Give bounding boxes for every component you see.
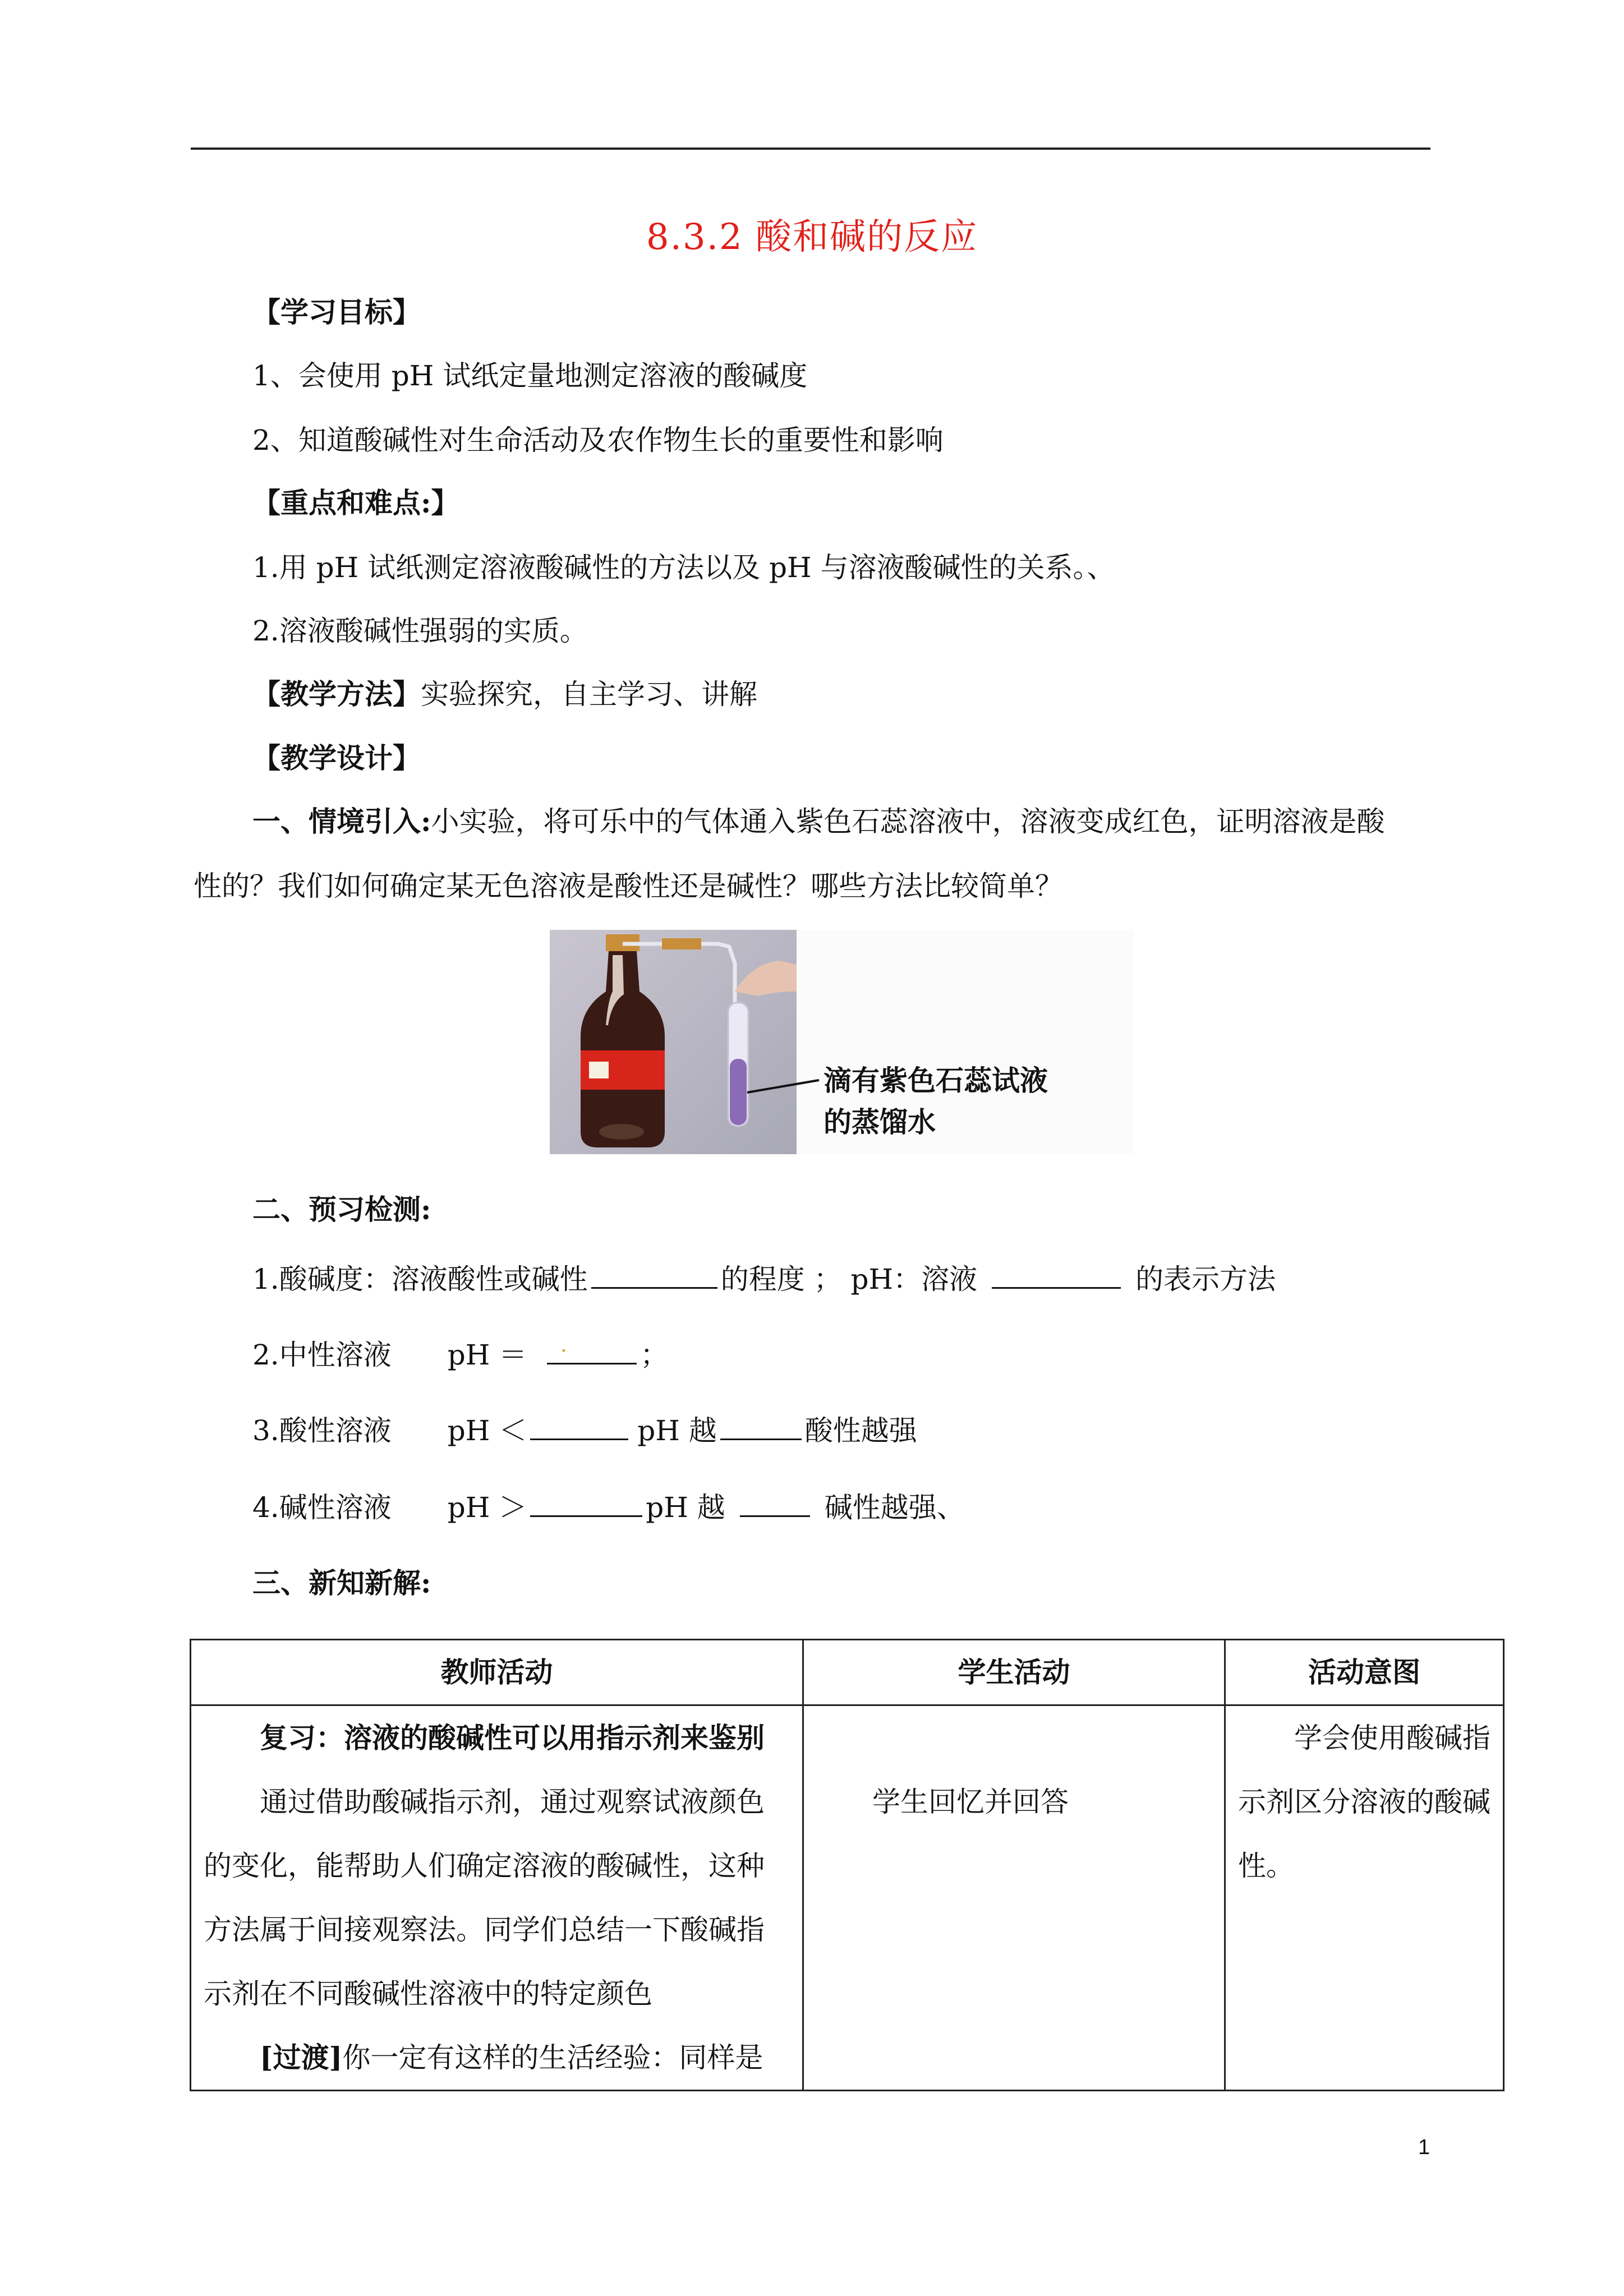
key-point-1: 1.用 pH 试纸测定溶液酸碱性的方法以及 pH 与溶液酸碱性的关系。、: [252, 551, 1115, 584]
key-points-heading: 【重点和难点:】: [252, 486, 459, 519]
preview-heading: 二、预习检测:: [252, 1193, 431, 1226]
q4-blank-2[interactable]: [740, 1487, 810, 1517]
goals-heading: 【学习目标】: [252, 296, 421, 329]
q4-text-c: pH 越: [646, 1491, 725, 1524]
preview-question-1: [252, 1259, 1276, 1299]
activity-intent-text: 学会使用酸碱指示剂区分溶液的酸碱性。: [1238, 1722, 1490, 1882]
activity-table: [190, 1639, 1505, 2091]
pointer-line: [747, 1080, 819, 1092]
q3-blank-1[interactable]: [530, 1410, 628, 1440]
transition-text: 你一定有这样的生活经验：同样是: [342, 2041, 763, 2074]
q1-text-c: 的表示方法: [1135, 1263, 1276, 1295]
q1-text-a: 1.酸碱度：溶液酸性或碱性: [252, 1263, 588, 1295]
header-activity-intent: 活动意图: [1225, 1640, 1504, 1705]
q2-blank[interactable]: [547, 1335, 637, 1364]
page-title: 8.3.2 酸和碱的反应: [646, 216, 978, 258]
q3-text-c: pH 越: [637, 1414, 717, 1447]
table-row: [191, 1705, 1504, 2091]
q4-text-a: 4.碱性溶液: [252, 1491, 392, 1524]
q3-text-b: pH ＜: [447, 1414, 527, 1447]
q2-mark: .: [560, 1334, 567, 1357]
q3-text-d: 酸性越强: [804, 1414, 917, 1447]
q4-blank-1[interactable]: [530, 1487, 642, 1517]
q2-text-c: ；: [640, 1339, 669, 1371]
activity-intent-cell: [1225, 1705, 1504, 2091]
teacher-activity-cell: [191, 1705, 803, 2091]
intro-text-1: 小实验，将可乐中的气体通入紫色石蕊溶液中，溶液变成红色，证明溶液是酸: [431, 805, 1385, 838]
preview-question-4: [252, 1487, 965, 1527]
q2-text-a: 2.中性溶液: [252, 1339, 392, 1371]
transition-tag: [过渡]: [260, 2041, 343, 2074]
q1-text-b: 的程度 ； pH：溶液: [720, 1263, 978, 1295]
teaching-method-text: 实验探究，自主学习、讲解: [421, 678, 757, 711]
header-student-activity: 学生活动: [803, 1640, 1225, 1705]
preview-question-2: [252, 1335, 668, 1375]
q3-blank-2[interactable]: [720, 1410, 802, 1440]
q1-blank-2[interactable]: [992, 1259, 1121, 1289]
teacher-transition: [204, 2026, 790, 2090]
goal-item-1: 1、会使用 pH 试纸定量地测定溶液的酸碱度: [252, 359, 808, 392]
header-rule: [191, 147, 1430, 150]
q1-blank-1[interactable]: [591, 1259, 717, 1289]
teaching-method: [252, 675, 757, 714]
q4-text-b: pH ＞: [447, 1491, 527, 1524]
photo-caption: 滴有紫色石蕊试液 的蒸馏水: [823, 1064, 1048, 1138]
student-activity-text: 学生回忆并回答: [872, 1786, 1069, 1818]
header-teacher-activity: 教师活动: [191, 1640, 803, 1705]
teaching-method-heading: 【教学方法】: [252, 677, 421, 711]
intro-heading: 一、情境引入:: [252, 805, 431, 838]
table-header-row: [191, 1640, 1504, 1705]
teacher-paragraph: 通过借助酸碱指示剂，通过观察试液颜色的变化，能帮助人们确定溶液的酸碱性，这种方法属于间接观察法。同学们总结一下酸碱指示剂在不同酸碱性溶液中的特定颜色: [204, 1786, 765, 2010]
page-number: 1: [1418, 2136, 1430, 2159]
preview-question-3: [252, 1410, 917, 1450]
q4-text-d: 碱性越强、: [824, 1491, 965, 1524]
experiment-photo: [550, 930, 1133, 1154]
teaching-design-heading: 【教学设计】: [252, 741, 421, 774]
new-knowledge-heading: 三、新知新解:: [252, 1566, 431, 1599]
teacher-review-heading: 复习：溶液的酸碱性可以用指示剂来鉴别: [260, 1721, 765, 1754]
key-point-2: 2.溶液酸碱性强弱的实质。: [252, 615, 588, 647]
intro-text-2: 性的？我们如何确定某无色溶液是酸性还是碱性？哪些方法比较简单？: [194, 870, 1063, 902]
goal-item-2: 2、知道酸碱性对生命活动及农作物生长的重要性和影响: [252, 424, 944, 457]
student-activity-cell: [803, 1705, 1225, 2091]
q2-text-b: pH ＝: [447, 1339, 527, 1371]
q3-text-a: 3.酸性溶液: [252, 1414, 392, 1447]
intro-paragraph-line-1: [252, 802, 1384, 841]
